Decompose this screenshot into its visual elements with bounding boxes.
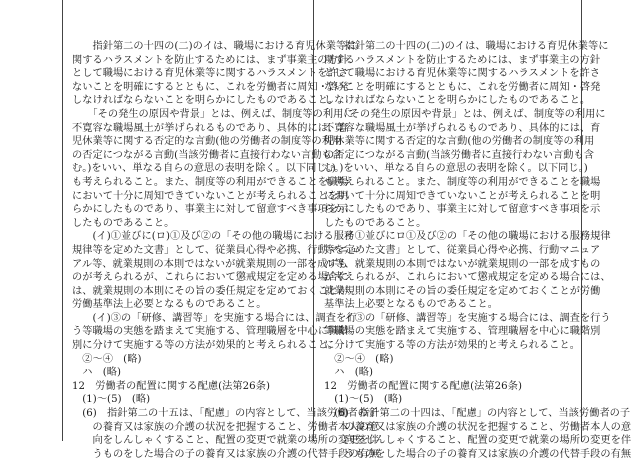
left-line: 12 労働者の配置に関する配慮(法第26条) [72,380,270,392]
right-line: 12 労働者の配置に関する配慮(法第26条) [324,380,522,392]
right-line: において十分に周知できていないことが考えられることを明 [324,190,601,202]
right-line: らかにしたものであり、事業主に対して留意すべき事項を示 [324,204,601,216]
right-line: 向をしんしゃくすること、配置の変更で就業の場所の変更を伴 [324,435,631,447]
right-line: 指針第二の十四の(二)のイは、職場における育児休業等に [324,41,609,52]
left-line: のが考えられるが、これらにおいて懲戒規定を定める場合に [72,272,349,284]
left-line: む。)をいい、単なる自らの意思の表明を除く。以下同じ。) [72,163,336,175]
left-line: 関するハラスメントを防止するためには、まず事業主の方針 [72,54,349,66]
right-line: しなければならないことを明らかにしたものであること。 [324,95,591,107]
left-line: の否定につながる言動(当該労働者に直接行わない言動も含 [72,149,342,161]
left-line: (6) 指針第二の十五は、「配慮」の内容として、当該労働者の子 [72,408,379,420]
left-line: しなければならないことを明らかにしたものであること。 [72,95,339,107]
left-line: うものをした場合の子の養育又は家族の介護の代替手段の有無 [72,448,380,460]
left-line: アル等、就業規則の本則ではないが就業規則の一部を成すも [72,258,349,270]
right-column-text [324,40,631,461]
left-line: 労働基準法上必要となるものであること。 [72,299,267,311]
right-line: に分けて実施する等の方法が効果的と考えられること。 [324,340,580,352]
left-line: として職場における育児休業等に関するハラスメントを許さ [72,68,349,80]
right-line: 等職場の実態を踏まえて実施する、管理職層を中心に職階別 [324,326,601,338]
right-line: イ③の「研修、講習等」を実施する場合には、調査を行う [324,312,611,324]
right-line: ②～④ (略) [324,353,394,365]
left-margin-rule [62,0,63,441]
right-line: も考えられること。また、制度等の利用ができることを職場 [324,176,601,188]
right-line: ル等、就業規則の本則ではないが就業規則の一部を成すもの [324,258,601,270]
right-line: が考えられるが、これらにおいて懲戒規定を定める場合には、 [324,272,611,284]
right-line: うものをした場合の子の養育又は家族の介護の代替手段の有無 [324,448,631,460]
left-line: 指針第二の十四の(二)のイは、職場における育児休業等に [72,41,357,52]
right-line: 基準法上必要となるものであること。 [324,299,499,311]
left-line: 不寛容な職場風土が挙げられるものであり、具体的には、育 [72,122,349,134]
left-line: は、就業規則の本則にその旨の委任規定を定めておくことが [72,285,349,297]
left-line: う等職場の実態を踏まえて実施する、管理職層を中心に職階 [72,326,349,338]
left-line: において十分に周知できていないことが考えられることを明 [72,190,349,202]
left-line: ないことを明確にするとともに、これを労働者に周知・啓発 [72,81,349,93]
left-line: 向をしんしゃくすること、配置の変更で就業の場所の変更を伴 [72,435,380,447]
left-line: (イ)①並びに(ロ)①及び②の「その他の職場における服務 [72,231,355,243]
right-line: したものであること。 [324,217,427,229]
right-line: ないことを明確にするとともに、これを労働者に周知・啓発 [324,81,601,93]
left-line: も考えられること。また、制度等の利用ができることを職場 [72,176,349,188]
right-line: む。)をいい、単なる自らの意思の表明を除く。以下同じ。) [324,163,588,175]
right-line: (1)～(5) (略) [324,394,403,406]
left-line: の養育又は家族の介護の状況を把握すること、労働者本人の意 [72,421,380,433]
left-line: (イ)③の「研修、講習等」を実施する場合には、調査を行 [72,312,357,324]
right-line: 不寛容な職場風土が挙げられるものであり、具体的には、育 [324,122,601,134]
right-line: の養育又は家族の介護の状況を把握すること、労働者本人の意 [324,421,631,433]
left-line: 規律等を定めた文書」として、従業員心得や必携、行動マニュ [72,244,359,256]
left-column-text [72,40,380,461]
left-line: (1)～(5) (略) [72,394,151,406]
right-line: 児休業等に関する否定的な言動(他の労働者の制度等の利用 [324,136,595,148]
right-line: 就業規則の本則にその旨の委任規定を定めておくことが労働 [324,285,601,297]
right-line: イ①並びにロ①及び②の「その他の職場における服務規律 [324,231,611,243]
left-line: らかにしたものであり、事業主に対して留意すべき事項を示 [72,204,349,216]
left-line: ②～④ (略) [72,353,142,365]
left-line: ハ (略) [72,367,121,379]
left-line: したものであること。 [72,217,175,229]
right-line: ハ (略) [324,367,373,379]
left-line: 児休業等に関する否定的な言動(他の労働者の制度等の利用 [72,136,343,148]
right-line: 関するハラスメントを防止するためには、まず事業主の方針 [324,54,601,66]
right-line: 「その発生の原因や背景」とは、例えば、制度等の利用に [324,108,606,120]
right-line: (6) 指針第二の十四は、「配慮」の内容として、当該労働者の子 [324,408,631,420]
right-line: 等を定めた文書」として、従業員心得や必携、行動マニュア [324,244,601,256]
right-line: として職場における育児休業等に関するハラスメントを許さ [324,68,601,80]
left-line: 別に分けて実施する等の方法が効果的と考えられること。 [72,340,339,352]
left-line: 「その発生の原因や背景」とは、例えば、制度等の利用に [72,108,354,120]
right-line: の否定につながる言動(当該労働者に直接行わない言動も含 [324,149,594,161]
